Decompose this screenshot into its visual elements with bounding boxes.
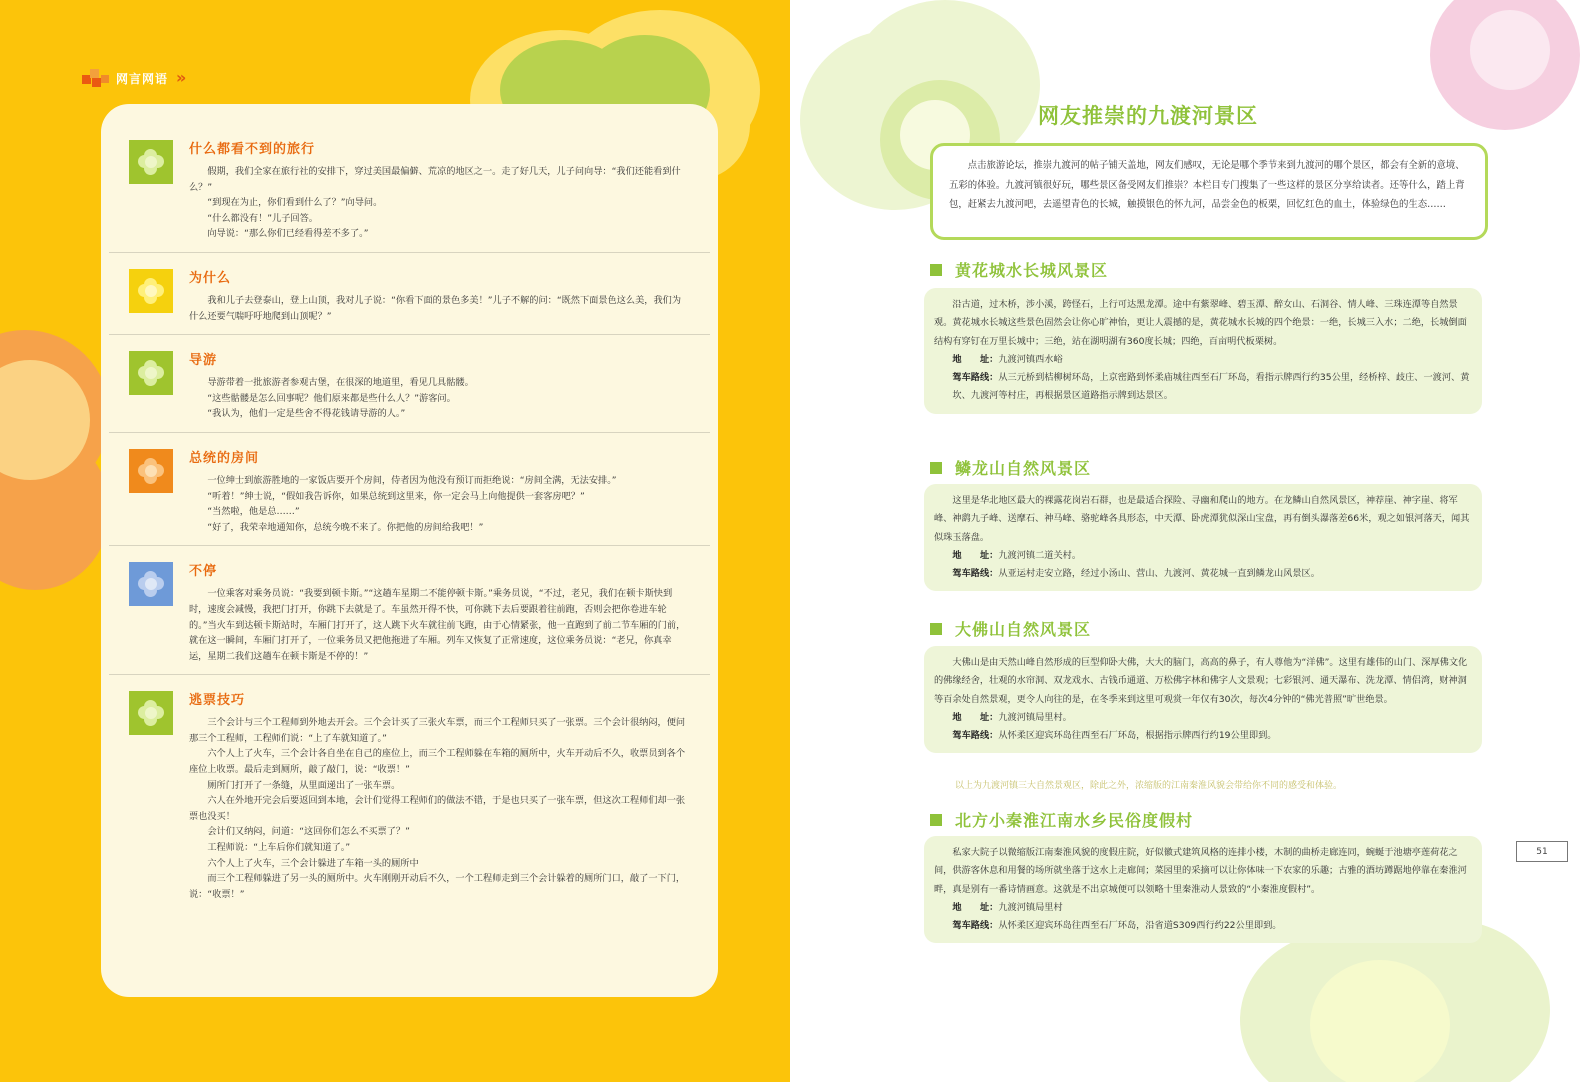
scenic-description: 这里是华北地区最大的裸露花岗岩石群，也是最适合探险、寻幽和爬山的地方。在龙鳞山自然风景区，神荐崖、神字崖、将军峰、神鹞九子峰、送摩石、神马峰、骆驼峰各具形态，中天潭、卧虎潭犹似深山宝盘，再有倒头瀑落差66米，观之如银河落天，闻其似珠玉落盘。: [934, 495, 1470, 543]
double-chevron-right-icon: »: [176, 68, 187, 87]
scenic-route-label: 驾车路线：: [952, 372, 999, 384]
story-paragraph: 六人在外地开完会后要返回到本地，会计们觉得工程师们的做法不错，于是也只买了一张车票，但这次工程师们却一张票也没买！: [189, 795, 686, 822]
story-paragraph: 会计们又纳闷，问道：“这回你们怎么不买票了？”: [189, 826, 410, 838]
section-header: [82, 68, 186, 88]
story-paragraph: “听着！”绅士说，“假如我告诉你，如果总统到这里来，你一定会马上向他提供一套客房吧？”: [189, 490, 585, 502]
scenic-address-label: 地 址：: [952, 711, 999, 723]
square-bullet-icon: [930, 623, 942, 635]
logo-squares-icon: [82, 69, 110, 87]
story-paragraph: 而三个工程师躲进了另一头的厕所中。火车刚刚开动后不久，一个工程师走到三个会计躲着的厕所门口，敲了一下门，说：“收票！”: [189, 873, 686, 900]
scenic-box: [924, 836, 1482, 943]
story-paragraph: “什么都没有！”儿子回答。: [189, 212, 318, 224]
right-page: [790, 0, 1584, 1082]
square-bullet-icon: [930, 814, 942, 826]
scenic-box: [924, 484, 1482, 591]
story-item: [109, 433, 710, 546]
scenic-route: [934, 369, 1472, 406]
scenic-address-value: 九渡河镇局里村: [998, 901, 1063, 913]
scenic-address-label: 地 址：: [952, 901, 999, 913]
scenic-route-label: 驾车路线：: [952, 730, 999, 742]
scenic-address-label: 地 址：: [952, 549, 999, 561]
flower-icon: [129, 140, 173, 184]
scenic-address-label: 地 址：: [952, 353, 999, 365]
story-paragraph: 厕所门打开了一条缝，从里面递出了一张车票。: [189, 779, 401, 791]
story-title: 为什么: [189, 270, 232, 286]
story-paragraph: 工程师说：“上车后你们就知道了。”: [189, 842, 351, 854]
story-item: [109, 546, 710, 675]
section-title: 网言网语: [116, 71, 169, 86]
intro-box: [930, 143, 1488, 240]
decor-cloud: [1470, 10, 1550, 90]
scenic-address: [934, 351, 1472, 369]
scenic-route-value: 从亚运村走安立路，经过小汤山、营山、九渡河、黄花城一直到鳞龙山风景区。: [998, 568, 1320, 580]
story-paragraph: 三个会计与三个工程师到外地去开会。三个会计买了三张火车票，而三个工程师只买了一张票。三个会计很纳闷，便问那三个工程师，工程师们说：“上了车就知道了。”: [189, 717, 686, 744]
decor-cloud: [1310, 960, 1450, 1082]
scenic-route-label: 驾车路线：: [952, 920, 999, 932]
scenic-heading: [930, 617, 1091, 640]
story-card: [101, 104, 718, 997]
flower-icon: [129, 351, 173, 395]
story-title: 总统的房间: [189, 450, 260, 466]
story-paragraph: 六个人上了火车，三个会计各自坐在自己的座位上，而三个工程师躲在车箱的厕所中，火车开动后不久，收票员到各个座位上收票。最后走到厕所，敲了敲门，说：“收票！”: [189, 748, 686, 776]
left-page: [0, 0, 790, 1082]
scenic-route-label: 驾车路线：: [952, 568, 999, 580]
story-title: 导游: [189, 353, 218, 369]
square-bullet-icon: [930, 462, 942, 474]
story-paragraph: 六个人上了火车，三个会计躲进了车箱一头的厕所中: [189, 857, 419, 869]
story-title: 逃票技巧: [189, 693, 246, 709]
flower-icon: [129, 449, 173, 493]
flower-icon: [129, 691, 173, 735]
scenic-address: [934, 547, 1472, 565]
scenic-description: 私家大院子以微缩版江南秦淮风貌的度假庄院，好似徽式建筑风格的连排小楼，木制的曲桥走廊连同，蜿蜒于池塘亭莲荷花之间，供游客休息和用餐的场所就坐落于这水上走廊间；菜园里的采摘可以让你体味一下农家的乐趣；古雅的酒坊蹲踞地停靠在秦淮河畔，真是别有一番诗情画意。这就是不出京城便可以领略十里秦淮动人景致的“小秦淮度假村”。: [934, 847, 1467, 895]
story-paragraph: “我认为，他们一定是些舍不得花钱请导游的人。”: [189, 408, 406, 420]
scenic-route-value: 从怀柔区迎宾环岛往西至石厂环岛，根据指示牌西行约19公里即到。: [998, 730, 1277, 742]
story-item: [109, 335, 710, 433]
scenic-description: 大佛山是由天然山峰自然形成的巨型仰卧大佛，大大的脑门，高高的鼻子，有人尊他为“洋佛”。这里有雄伟的山门、深厚佛文化的佛缘经舍，壮观的水帘洞、双龙戏水、古钱币通道、万松佛字林和佛字人文景观；七彩银河、通天瀑布、洗龙潭、情侣湾，财神洞等百余处自然景观，更令人向往的是，在冬季来到这里可观赏一年仅有30次，每次4分钟的“佛光普照”旷世绝景。: [934, 657, 1468, 705]
square-bullet-icon: [930, 264, 942, 276]
scenic-route-value: 从三元桥到桔柳树环岛，上京密路到怀柔庙城往西至石厂环岛，看指示牌西行约35公里，经桥梓、歧庄、一渡河、黄坎、九渡河等村庄，再根据景区道路指示牌到达景区。: [952, 372, 1470, 402]
story-paragraph: “这些骷髅是怎么回事呢？他们原来都是些什么人？”游客问。: [189, 392, 456, 404]
scenic-name: 鳞龙山自然风景区: [955, 459, 1092, 478]
page-title: 网友推崇的九渡河景区: [1038, 104, 1258, 128]
story-item: [109, 253, 710, 335]
story-paragraph: 我和儿子去登泰山，登上山顶，我对儿子说：“你看下面的景色多美！”儿子不解的问：“既然下面景色这么美，我们为什么还要气喘吁吁地爬到山顶呢？”: [189, 294, 682, 322]
scenic-heading: [930, 456, 1091, 479]
scenic-name: 北方小秦淮江南水乡民俗度假村: [955, 811, 1194, 830]
scenic-name: 黄花城水长城风景区: [955, 261, 1109, 280]
story-paragraph: “到现在为止，你们看到什么了？”向导问。: [189, 197, 383, 209]
scenic-route: [934, 917, 1472, 935]
flower-icon: [129, 269, 173, 313]
scenic-box: [924, 288, 1482, 414]
flower-icon: [129, 562, 173, 606]
story-title: 什么都看不到的旅行: [189, 142, 316, 157]
scenic-heading: [930, 808, 1193, 831]
scenic-address-value: 九渡河镇局里村。: [998, 711, 1072, 723]
scenic-route-value: 从怀柔区迎宾环岛往西至石厂环岛，沿省道S309西行约22公里即到。: [998, 920, 1282, 932]
page-number: 51: [1516, 841, 1568, 862]
story-paragraph: 导游带着一批旅游者参观古堡，在很深的地道里，看见几具骷髅。: [189, 377, 474, 389]
footer-note: 以上为九渡河镇三大自然景观区，除此之外，浓缩版的江南秦淮风貌会带给你不同的感受和体验。: [955, 781, 1343, 791]
scenic-address: [934, 709, 1472, 727]
story-paragraph: “当然啦，他是总……”: [189, 506, 300, 518]
story-paragraph: 一位绅士到旅游胜地的一家饭店要开个房间，侍者因为他没有预订而拒绝说：“房间全满，无法安排。”: [189, 474, 617, 486]
scenic-box: [924, 646, 1482, 753]
scenic-route: [934, 727, 1472, 745]
scenic-name: 大佛山自然风景区: [955, 620, 1092, 639]
story-paragraph: 假期，我们全家在旅行社的安排下，穿过美国最偏僻、荒凉的地区之一。走了好几天，儿子问向导：“我们还能看到什么？”: [189, 166, 681, 193]
intro-text: 点击旅游论坛，推崇九渡河的帖子铺天盖地，网友们感叹，无论是哪个季节来到九渡河的哪个景区，都会有全新的意境、五彩的体验。九渡河镇很好玩，哪些景区备受网友们推崇？本栏目专门搜集了一些这样的景区分享给读者。还等什么，踏上背包，赶紧去九渡河吧，去遥望青色的长城，触摸银色的怀九河，品尝金色的板栗，回忆红色的血土，体验绿色的生态……: [949, 160, 1465, 211]
story-paragraph: 一位乘客对乘务员说：“我要到顿卡斯。”“这趟车星期二不能停顿卡斯。”乘务员说，“不过，老兄，我们在顿卡斯快到时，速度会减慢，我把门打开，你跳下去就是了。车虽然开得不快，可你跳下去后要跟着往前跑，否则会把你卷进车轮的。”当火车到达顿卡斯站时，车厢门打开了，这人跳下火车就往前飞跑，由于心情紧张，他一直跑到了前二节车厢的门前，就在这一瞬间，车厢门打开了，一位乘务员又把他拖进了车厢。列车又恢复了正常速度，这位乘务员说：“老兄，你真幸运，星期二我们这趟车在顿卡斯是不停的！”: [189, 588, 686, 662]
story-title: 不停: [189, 564, 218, 580]
story-paragraph: “好了，我荣幸地通知你，总统今晚不来了。你把他的房间给我吧！”: [189, 521, 484, 533]
scenic-description: 沿古道，过木桥，涉小溪，跨怪石，上行可达黑龙潭。途中有紫翠峰、碧玉潭、醉女山、石洞谷、情人峰、三珠连潭等自然景观。黄花城水长城这些景色固然会让你心旷神怡，更让人震撼的是，黄花城水长城的四个绝景：一绝，长城三入水；二绝，长城倒面结构有穿钉在万里长城中；三绝，站在湖明湖有360度长城；四绝，百亩明代板栗树。: [934, 299, 1467, 347]
scenic-address-value: 九渡河镇二道关村。: [998, 549, 1082, 561]
story-paragraph: 向导说：“那么你们已经看得差不多了。”: [189, 228, 369, 240]
scenic-address: [934, 899, 1472, 917]
story-item: [109, 124, 710, 253]
scenic-route: [934, 565, 1472, 583]
scenic-address-value: 九渡河镇西水峪: [998, 353, 1063, 365]
scenic-heading: [930, 258, 1108, 281]
story-item: [109, 675, 710, 912]
